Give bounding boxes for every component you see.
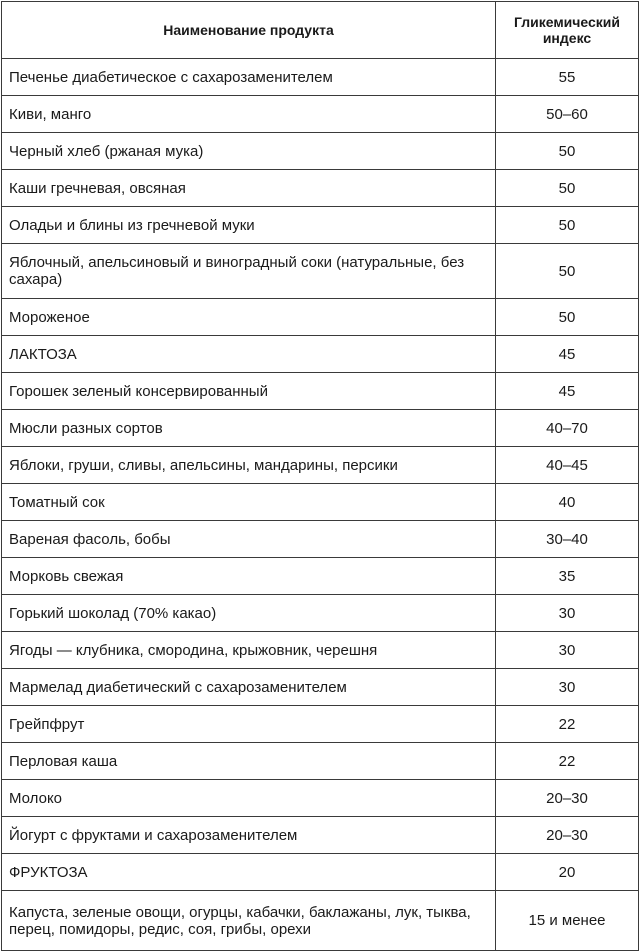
gi-cell: 40–70 xyxy=(496,410,639,447)
gi-cell: 22 xyxy=(496,706,639,743)
product-cell: Горький шоколад (70% какао) xyxy=(2,595,496,632)
gi-cell: 20 xyxy=(496,854,639,891)
table-row xyxy=(2,706,639,743)
gi-cell: 40–45 xyxy=(496,447,639,484)
product-cell: Мармелад диабетический с сахарозаменителем xyxy=(2,669,496,706)
table-row xyxy=(2,410,639,447)
gi-cell: 20–30 xyxy=(496,780,639,817)
table-row xyxy=(2,743,639,780)
gi-cell: 22 xyxy=(496,743,639,780)
product-cell: Ягоды — клубника, смородина, крыжовник, черешня xyxy=(2,632,496,669)
product-cell: Молоко xyxy=(2,780,496,817)
product-cell: Печенье диабетическое с сахарозаменителем xyxy=(2,59,496,96)
product-cell: Грейпфрут xyxy=(2,706,496,743)
table-row xyxy=(2,244,639,299)
table-row xyxy=(2,373,639,410)
table-row xyxy=(2,817,639,854)
product-cell: ФРУКТОЗА xyxy=(2,854,496,891)
table-header-row xyxy=(2,2,639,59)
product-cell: Оладьи и блины из гречневой муки xyxy=(2,207,496,244)
header-glycemic-index: Гликемический индекс xyxy=(496,2,639,59)
gi-cell: 15 и менее xyxy=(496,891,639,951)
gi-cell: 50 xyxy=(496,299,639,336)
product-cell: Мороженое xyxy=(2,299,496,336)
table-row xyxy=(2,669,639,706)
gi-cell: 50 xyxy=(496,133,639,170)
product-cell: Черный хлеб (ржаная мука) xyxy=(2,133,496,170)
product-cell: Каши гречневая, овсяная xyxy=(2,170,496,207)
product-cell: Яблочный, апельсиновый и виноградный соки (натуральные, без сахара) xyxy=(2,244,496,299)
gi-cell: 55 xyxy=(496,59,639,96)
gi-cell: 50 xyxy=(496,170,639,207)
table-row xyxy=(2,133,639,170)
product-cell: Горошек зеленый консервированный xyxy=(2,373,496,410)
table-row xyxy=(2,207,639,244)
product-cell: Томатный сок xyxy=(2,484,496,521)
gi-cell: 30 xyxy=(496,632,639,669)
gi-cell: 35 xyxy=(496,558,639,595)
table-row xyxy=(2,595,639,632)
gi-cell: 45 xyxy=(496,373,639,410)
product-cell: Перловая каша xyxy=(2,743,496,780)
table-row xyxy=(2,484,639,521)
gi-cell: 20–30 xyxy=(496,817,639,854)
table-row xyxy=(2,96,639,133)
table-row xyxy=(2,891,639,951)
product-cell: Йогурт с фруктами и сахарозаменителем xyxy=(2,817,496,854)
table-row xyxy=(2,299,639,336)
glycemic-index-table xyxy=(1,1,639,951)
product-cell: Вареная фасоль, бобы xyxy=(2,521,496,558)
table-row xyxy=(2,854,639,891)
gi-cell: 50 xyxy=(496,207,639,244)
gi-cell: 30 xyxy=(496,595,639,632)
product-cell: Морковь свежая xyxy=(2,558,496,595)
gi-cell: 50 xyxy=(496,244,639,299)
product-cell: Капуста, зеленые овощи, огурцы, кабачки, баклажаны, лук, тыква, перец, помидоры, редис, соя, грибы, орехи xyxy=(2,891,496,951)
table-row xyxy=(2,59,639,96)
header-product: Наименование продукта xyxy=(2,2,496,59)
product-cell: Яблоки, груши, сливы, апельсины, мандарины, персики xyxy=(2,447,496,484)
table-row xyxy=(2,632,639,669)
table-row xyxy=(2,447,639,484)
table-row xyxy=(2,521,639,558)
table-row xyxy=(2,780,639,817)
product-cell: ЛАКТОЗА xyxy=(2,336,496,373)
table-row xyxy=(2,170,639,207)
product-cell: Киви, манго xyxy=(2,96,496,133)
table-row xyxy=(2,558,639,595)
gi-cell: 30 xyxy=(496,669,639,706)
product-cell: Мюсли разных сортов xyxy=(2,410,496,447)
gi-cell: 50–60 xyxy=(496,96,639,133)
gi-cell: 45 xyxy=(496,336,639,373)
table-row xyxy=(2,336,639,373)
gi-cell: 30–40 xyxy=(496,521,639,558)
gi-cell: 40 xyxy=(496,484,639,521)
